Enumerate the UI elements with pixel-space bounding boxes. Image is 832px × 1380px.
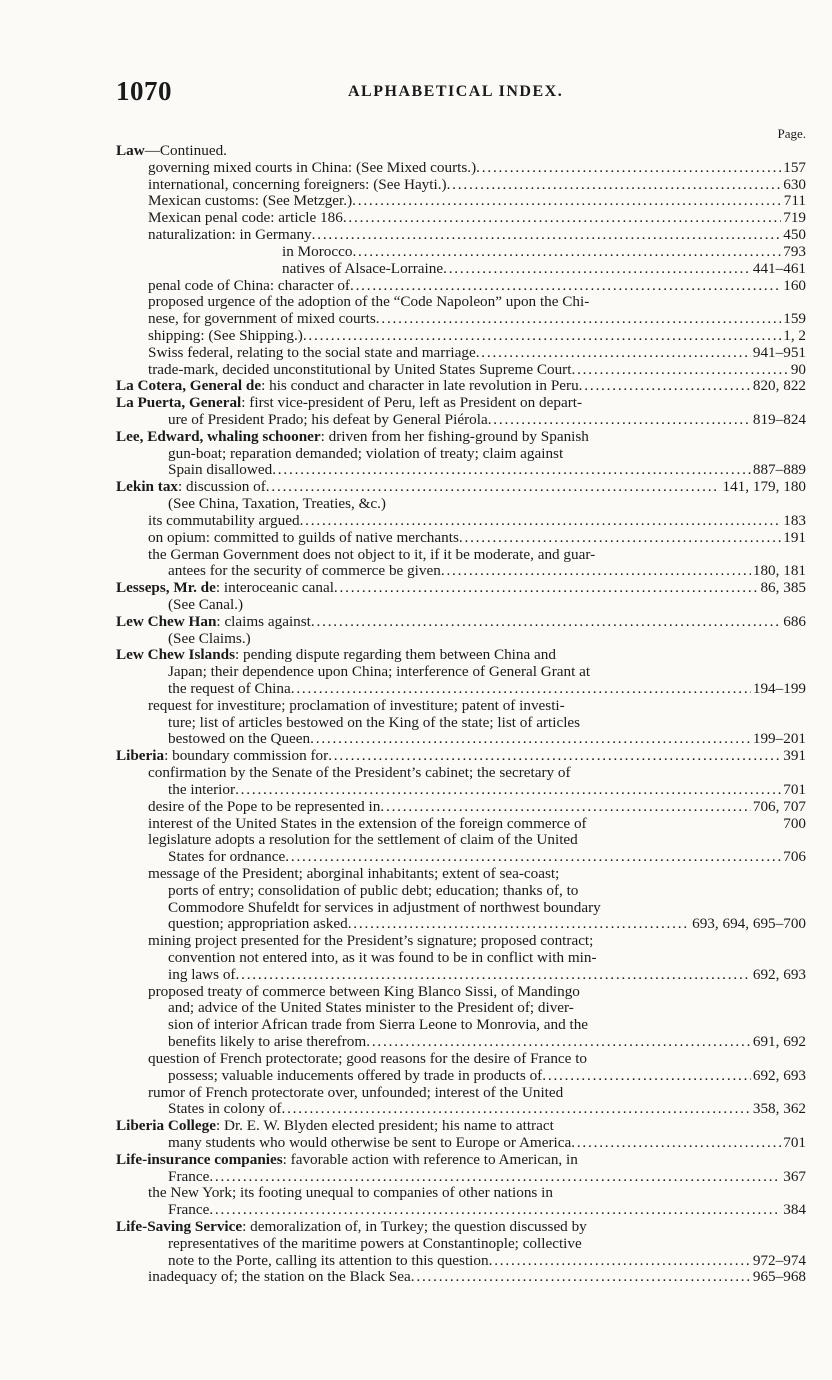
index-line-text [168,916,348,933]
index-line [116,900,806,917]
index-text: Japan; their dependence upon China; interference of General Grant at [168,664,591,681]
index-line [116,933,806,950]
index-text: : boundary commission for [164,748,329,765]
index-line [116,816,806,833]
page-reference: 692, 693 [752,966,806,983]
page-reference: 693, 694, 695–700 [692,916,806,933]
index-line-text [148,177,447,194]
index-heading: Law [116,143,145,159]
dot-leader [310,731,751,748]
dot-leader [343,210,781,227]
index-line-text [168,1068,542,1085]
index-text: desire of the Pope to be represented in [148,798,381,815]
index-line-text [116,1152,578,1169]
index-line [116,278,806,295]
index-text: (See Canal.) [168,596,244,613]
page-reference: 180, 181 [752,563,806,580]
dot-leader [366,1034,751,1051]
index-line-text [148,765,571,782]
index-text: : claims against [216,613,311,630]
page-reference: 701 [783,1134,806,1151]
dot-leader [352,244,781,261]
index-text: nese, for government of mixed courts [148,311,376,328]
index-line [116,547,806,564]
index-line [116,580,806,597]
index-heading: Lew Chew Han [116,613,217,630]
index-line [116,715,806,732]
dot-leader [285,849,781,866]
page-reference: 711 [783,193,806,210]
index-text: : interoceanic canal [215,580,334,597]
index-text: ure of President Prado; his defeat by General Piérola [168,412,488,428]
index-line-text [168,631,251,648]
index-line [116,1253,806,1270]
index-line-text [116,479,266,496]
index-text: : pending dispute regarding them between China and [235,647,556,664]
page-reference: 367 [783,1168,806,1185]
page-header [116,76,806,108]
dot-leader [476,160,781,177]
index-text: gun-boat; reparation demanded; violation of treaty; claim against [168,445,564,462]
index-text: the New York; its footing unequal to companies of other nations in [148,1185,553,1202]
page-reference: 358, 362 [752,1101,806,1118]
index-text: request for investiture; proclamation of investiture; patent of investi- [148,697,565,714]
index-line [116,513,806,530]
index-line [116,563,806,580]
index-line [116,799,806,816]
page-reference: 691, 692 [752,1034,806,1051]
index-line-text [168,1135,571,1152]
index-text: rumor of French protectorate over, unfounded; interest of the United [148,1084,564,1101]
index-line [116,160,806,177]
index-line [116,395,806,412]
dot-leader [489,1253,751,1270]
index-line-text [168,950,597,967]
dot-leader [459,530,781,547]
page-reference: 701 [783,781,806,798]
index-line-text [168,967,236,984]
index-text: ing laws of [168,966,236,983]
index-line-text [168,1017,588,1034]
index-line-text [148,866,559,883]
index-line [116,244,806,261]
index-text: proposed treaty of commerce between King Blanco Sissi, of Mandingo [148,983,580,1000]
index-text: : his conduct and character in late revolution in Peru [261,378,579,395]
index-text: : driven from her fishing-ground by Spanish [320,428,589,445]
index-line-text [168,664,590,681]
index-line [116,664,806,681]
index-line-text [168,1034,366,1051]
index-text: —Continued. [144,143,227,159]
index-text: Spain disallowed [168,462,273,479]
page-column-label: Page. [777,126,806,141]
page-reference: 820, 822 [752,378,806,395]
index-line-text [168,412,488,429]
index-line [116,614,806,631]
index-line [116,1017,806,1034]
index-line [116,866,806,883]
page-reference: 706, 707 [752,798,806,815]
index-line-text [116,143,227,160]
index-text: naturalization: in Germany [148,227,312,244]
index-line-text [148,698,565,715]
page-reference: 700 [783,815,806,832]
index-line [116,1101,806,1118]
index-line-text [168,731,310,748]
index-line-text [148,278,350,295]
index-text: States for ordnance [168,849,286,866]
index-line [116,227,806,244]
page-reference: 90 [790,361,806,378]
index-text: benefits likely to arise therefrom [168,1034,367,1051]
index-line-text [148,530,459,547]
index-line-text [168,496,386,513]
index-line [116,530,806,547]
index-text: possess; valuable inducements offered by trade in products of [168,1067,543,1084]
dot-leader [352,193,782,210]
page-reference: 183 [783,512,806,529]
index-line-text [168,849,285,866]
index-line-text [168,681,291,698]
index-text: antees for the security of commerce be given [168,563,441,580]
index-line [116,1169,806,1186]
index-line [116,1034,806,1051]
index-text: : first vice-president of Peru, left as President on depart- [241,395,583,412]
index-line [116,597,806,614]
index-line [116,765,806,782]
index-text: interest of the United States in the extension of the foreign commerce of [148,815,587,832]
index-line [116,345,806,362]
page-reference: 191 [783,529,806,546]
index-line-text [148,547,595,564]
dot-leader [303,328,781,345]
index-text: inadequacy of; the station on the Black Sea [148,1269,411,1286]
index-line-text [168,597,243,614]
index-line [116,698,806,715]
dot-leader [311,614,781,631]
index-line [116,143,806,160]
index-line [116,1152,806,1169]
page-reference: 450 [783,227,806,244]
dot-leader [476,345,751,362]
index-line [116,479,806,496]
index-line-text [148,362,571,379]
index-line [116,782,806,799]
index-text: (See Claims.) [168,630,251,647]
index-line-text [148,1051,587,1068]
page-reference: 141, 179, 180 [722,479,806,496]
index-line-text [148,210,343,227]
index-line-text [148,160,476,177]
index-line-text [148,345,476,362]
index-text: (See China, Taxation, Treaties, &c.) [168,496,386,513]
index-line-text [116,748,328,765]
page-reference: 384 [783,1202,806,1219]
index-text: : favorable action with reference to American, in [282,1151,578,1168]
index-text: question of French protectorate; good reasons for the desire of France to [148,1050,588,1067]
index-line-text [116,614,311,631]
index-line [116,261,806,278]
index-line-text [168,462,272,479]
index-line-text [282,244,352,261]
index-text: Mexican customs: (See Metzger.) [148,193,353,210]
index-line-text [168,883,578,900]
index-line-text [148,1269,411,1286]
index-text: : discussion of [178,479,266,496]
index-line-text [148,311,376,328]
index-text: Swiss federal, relating to the social state and marriage [148,344,476,361]
index-line [116,984,806,1001]
index-text: trade-mark, decided unconstitutional by United States Supreme Court [148,361,572,378]
index-text: governing mixed courts in China: (See Mixed courts.) [148,159,477,176]
index-line-text [148,193,352,210]
index-line [116,1219,806,1236]
index-line [116,496,806,513]
index-line [116,378,806,395]
index-line-text [168,715,580,732]
dot-leader [328,748,781,765]
index-text: confirmation by the Senate of the President’s cabinet; the secretary of [148,765,571,782]
index-heading: Lekin tax [116,479,179,496]
index-line-text [116,580,334,597]
index-text: shipping: (See Shipping.) [148,327,303,344]
page-reference: 793 [783,243,806,260]
page-reference: 686 [783,613,806,630]
index-line-text [148,799,380,816]
dot-leader [488,412,751,429]
index-line [116,446,806,463]
index-text: France [168,1202,210,1219]
page-reference: 719 [783,210,806,227]
index-line [116,631,806,648]
index-text: the request of China [168,681,291,697]
index-text: message of the President; aborginal inhabitants; extent of sea-coast; [148,865,560,882]
index-line [116,1068,806,1085]
index-line-text [148,933,593,950]
index-line [116,681,806,698]
index-line [116,210,806,227]
index-line-text [168,446,563,463]
index-line-text [168,1169,209,1186]
page-reference: 159 [783,311,806,328]
index-line [116,362,806,379]
dot-leader [300,513,782,530]
index-line [116,412,806,429]
page-reference: 194–199 [752,681,806,697]
index-line-text [148,227,312,244]
dot-leader [312,227,782,244]
index-text: Commodore Shufeldt for services in adjustment of northwest boundary [168,899,601,916]
index-line [116,849,806,866]
page-title: ALPHABETICAL INDEX. [348,83,564,100]
index-line-text [148,832,578,849]
dot-leader [447,177,782,194]
index-text: ports of entry; consolidation of public debt; education; thanks of, to [168,882,579,899]
index-line-text [168,1000,574,1017]
index-heading: Life-Saving Service [116,1219,243,1235]
page-reference: 692, 693 [752,1067,806,1084]
index-line [116,1118,806,1135]
index-text: the interior [168,781,236,798]
index-line-text [168,563,441,580]
index-text: and; advice of the United States minister to the President of; diver- [168,1000,574,1017]
index-line-text [168,900,601,917]
index-line-text [168,1202,209,1219]
index-line [116,1236,806,1253]
index-line [116,832,806,849]
index-text: : Dr. E. W. Blyden elected president; his name to attract [215,1118,554,1135]
index-text: ture; list of articles bestowed on the King of the state; list of articles [168,714,581,731]
index-line [116,177,806,194]
index-line-text [116,647,556,664]
index-line [116,311,806,328]
page-reference: 160 [783,277,806,294]
index-line [116,950,806,967]
index-line-text [282,261,443,278]
index-text: Mexican penal code: article 186 [148,210,343,227]
dot-leader [236,967,751,984]
page-reference: 972–974 [752,1252,806,1269]
dot-leader [291,681,751,698]
index-line-text [148,1085,563,1102]
index-line-text [148,294,589,311]
index-text: sion of interior African trade from Sierra Leone to Monrovia, and the [168,1017,589,1034]
index-line [116,1085,806,1102]
index-line [116,193,806,210]
index-text: States in colony of [168,1101,282,1118]
dot-leader [571,1135,781,1152]
dot-leader [542,1068,751,1085]
index-line [116,883,806,900]
dot-leader [348,916,690,933]
dot-leader [209,1202,781,1219]
page-reference: 965–968 [752,1269,806,1286]
index-entries [116,143,806,1286]
dot-leader [350,278,781,295]
page-reference: 1, 2 [783,327,806,344]
index-line-text [116,1219,587,1236]
index-line-text [148,513,300,530]
index-line-text [168,782,235,799]
index-line-text [168,1101,281,1118]
dot-leader [443,261,751,278]
index-line [116,328,806,345]
index-line-text [148,984,580,1001]
dot-leader [376,311,781,328]
page-number: 1070 [116,76,172,106]
dot-leader [334,580,759,597]
dot-leader [272,462,751,479]
index-heading: Lew Chew Islands [116,647,235,664]
page-reference: 157 [783,159,806,176]
page-reference: 441–461 [752,260,806,277]
index-line [116,1000,806,1017]
index-line [116,429,806,446]
index-line [116,916,806,933]
index-text: legislature adopts a resolution for the settlement of claim of the United [148,832,578,849]
index-heading: La Puerta, General [116,395,242,412]
page-reference: 391 [783,748,806,765]
index-line [116,731,806,748]
index-line [116,748,806,765]
index-text: on opium: committed to guilds of native merchants [148,529,459,546]
index-text: proposed urgence of the adoption of the “Code Napoleon” upon the Chi- [148,294,590,311]
index-heading: Liberia College [116,1118,216,1135]
index-text: its commutability argued [148,512,300,529]
index-text: international, concerning foreigners: (See Hayti.) [148,176,447,193]
index-text: note to the Porte, calling its attention to this question [168,1252,489,1269]
dot-leader [411,1269,751,1286]
index-text: in Morocco [282,243,353,260]
index-line [116,1269,806,1286]
index-line [116,462,806,479]
index-line-text [168,1253,489,1270]
index-line-text [168,1236,582,1253]
index-heading: Lesseps, Mr. de [116,580,216,597]
index-heading: La Cotera, General de [116,378,262,395]
dot-leader [235,782,781,799]
page-reference: 887–889 [752,462,806,479]
index-line-text [116,1118,554,1135]
index-text: convention not entered into, as it was found to be in conflict with min- [168,950,597,966]
page-reference: 86, 385 [760,580,806,597]
dot-leader [571,362,788,379]
index-line-text [116,395,582,412]
index-text: the German Government does not object to it, if it be moderate, and guar- [148,546,596,563]
page-reference: 630 [783,176,806,193]
index-line [116,647,806,664]
index-line-text [148,816,587,833]
index-line [116,1185,806,1202]
page-reference: 941–951 [752,344,806,361]
index-line [116,294,806,311]
index-text: natives of Alsace-Lorraine [282,260,444,277]
index-text: representatives of the maritime powers at Constantinople; collective [168,1235,582,1252]
index-heading: Life-insurance companies [116,1151,283,1168]
page-reference: 819–824 [752,412,806,428]
index-line-text [116,378,579,395]
dot-leader [579,378,751,395]
index-line-text [116,429,589,446]
index-line [116,967,806,984]
dot-leader [380,799,750,816]
page-reference: 199–201 [752,731,806,748]
index-line-text [148,328,303,345]
index-text: question; appropriation asked [168,916,348,933]
dot-leader [266,479,721,496]
index-text: France [168,1168,210,1185]
index-line [116,1135,806,1152]
page-reference: 706 [783,849,806,866]
dot-leader [441,563,751,580]
index-text: : demoralization of, in Turkey; the question discussed by [242,1219,587,1235]
index-line [116,1051,806,1068]
index-text: mining project presented for the President’s signature; proposed contract; [148,933,594,950]
dot-leader [281,1101,750,1118]
dot-leader [209,1169,781,1186]
index-text: many students who would otherwise be sent to Europe or America [168,1134,572,1151]
index-text: bestowed on the Queen [168,731,311,748]
index-heading: Liberia [116,748,165,765]
index-line [116,1202,806,1219]
index-text: penal code of China: character of [148,277,350,294]
index-heading: Lee, Edward, whaling schooner [116,428,321,445]
index-line-text [148,1185,553,1202]
